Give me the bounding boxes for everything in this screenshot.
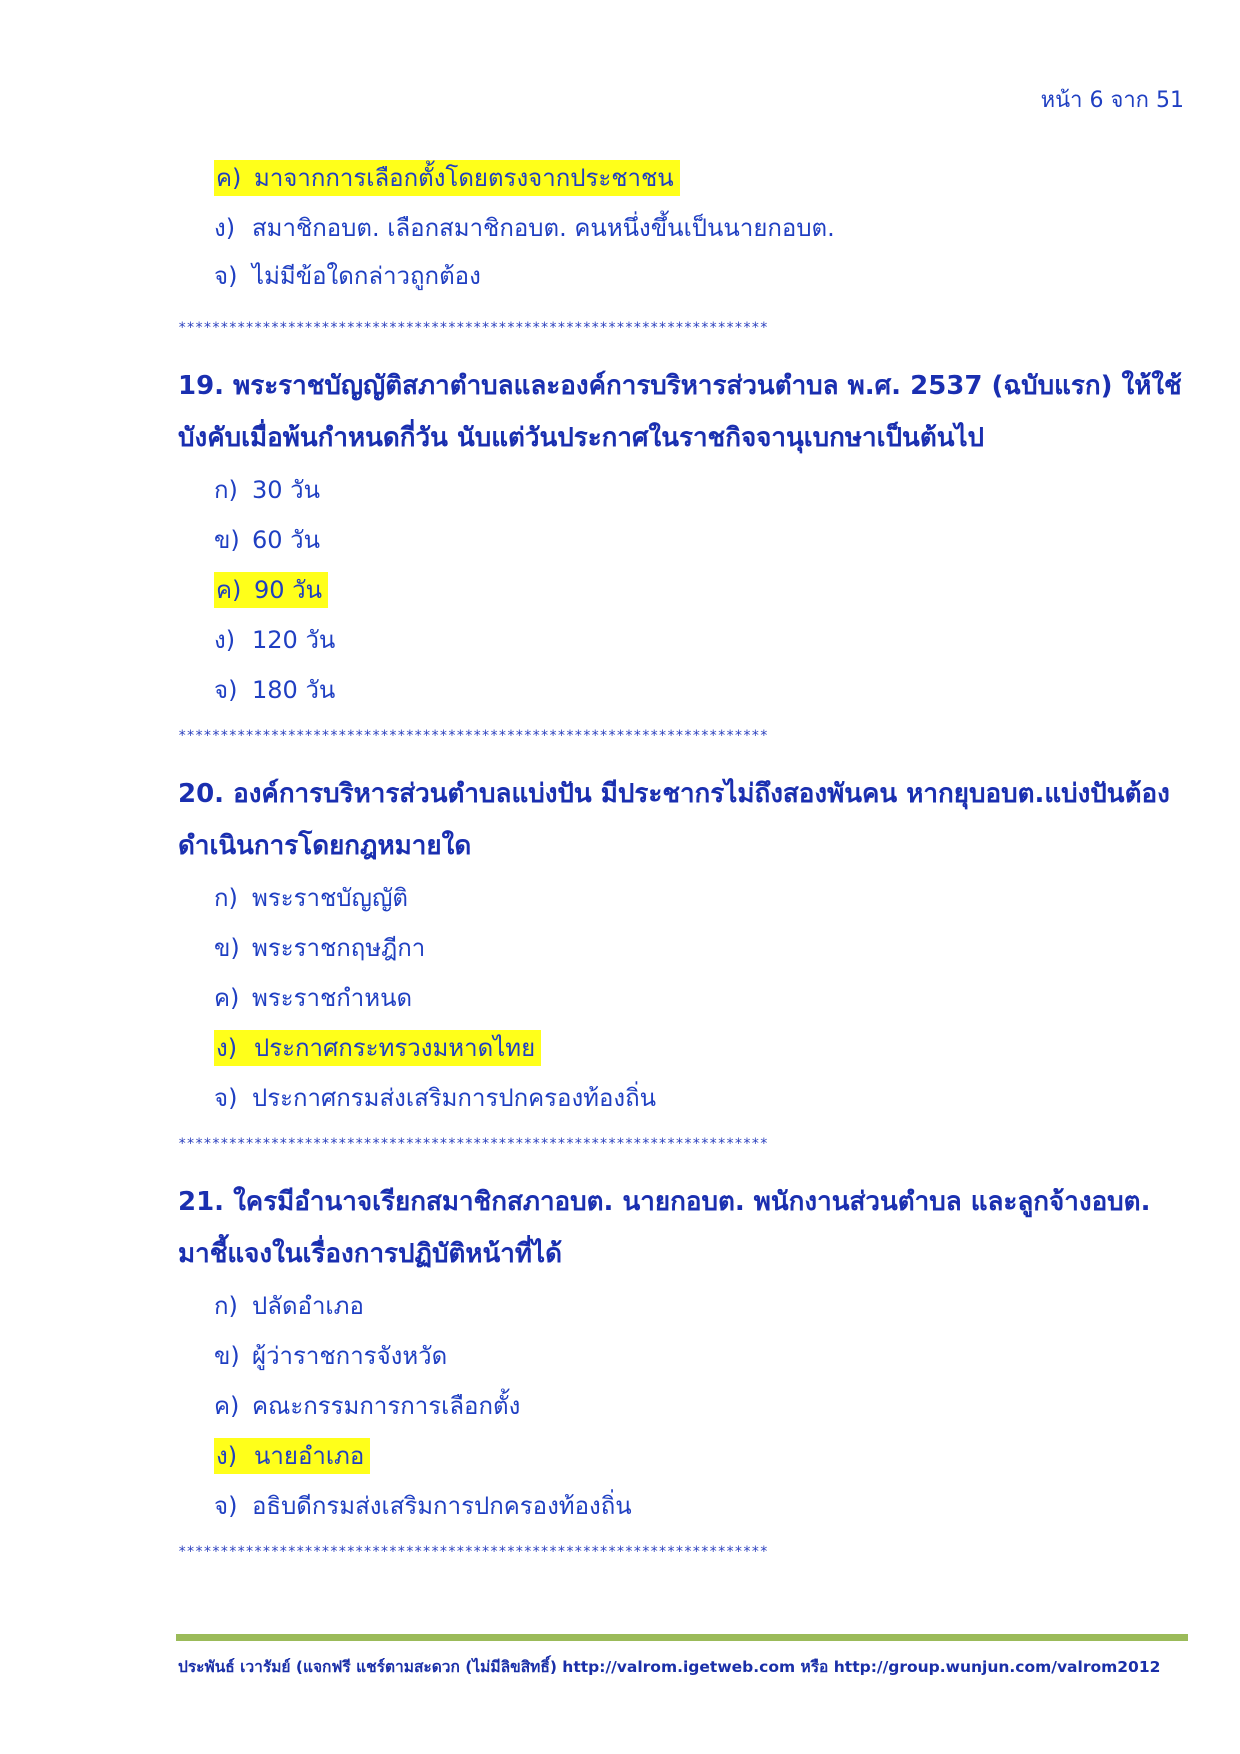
option-letter: ค) — [214, 984, 240, 1012]
q21-option-a — [214, 1286, 364, 1336]
question-19: 19. พระราชบัญญัติสภาตำบลและองค์การบริหารส่วนตำบล พ.ศ. 2537 (ฉบับแรก) ให้ใช้บังคับเมื่อพ้นกำหนดกี่วัน นับแต่วันประกาศในราชกิจจานุเบกษาเป็นต้นไป — [178, 371, 1182, 453]
option-text: ปลัดอำเภอ — [252, 1292, 364, 1320]
option-text: ผู้ว่าราชการจังหวัด — [252, 1342, 448, 1370]
q19-option-a — [214, 470, 320, 520]
option-text: คณะกรรมการการเลือกตั้ง — [252, 1392, 521, 1420]
footer-credit: ประพันธ์ เวารัมย์ (แจกฟรี แชร์ตามสะดวก (ไม่มีลิขสิทธิ์) http://valrom.igetweb.com หรือ http://group.wunjun.com/valrom2012 — [178, 1658, 1161, 1676]
separator: ********************************************************************** — [178, 1544, 769, 1560]
prev-option-c — [214, 158, 680, 208]
option-text: 60 วัน — [252, 526, 321, 554]
separator: ********************************************************************** — [178, 728, 769, 744]
q21-option-b — [214, 1336, 447, 1386]
option-letter: ก) — [214, 1292, 238, 1320]
option-letter: ข) — [214, 1342, 240, 1370]
option-letter: ก) — [214, 884, 238, 912]
option-letter: ค) — [214, 1392, 240, 1420]
option-letter: ง) — [214, 626, 236, 654]
option-letter: ข) — [214, 526, 240, 554]
option-letter: จ) — [214, 262, 238, 290]
q20-option-e — [214, 1078, 656, 1128]
option-text: นายอำเภอ — [254, 1442, 365, 1470]
option-text: สมาชิกอบต. เลือกสมาชิกอบต. คนหนึ่งขึ้นเป็นนายกอบต. — [252, 214, 835, 242]
option-letter: ค) — [216, 164, 242, 192]
option-letter: ก) — [214, 476, 238, 504]
option-letter: จ) — [214, 1084, 238, 1112]
option-text: ไม่มีข้อใดกล่าวถูกต้อง — [252, 262, 481, 290]
option-text: อธิบดีกรมส่งเสริมการปกครองท้องถิ่น — [252, 1492, 632, 1520]
option-text: ประกาศกรมส่งเสริมการปกครองท้องถิ่น — [252, 1084, 657, 1112]
option-letter: ง) — [216, 1442, 238, 1470]
page-number: หน้า 6 จาก 51 — [1040, 88, 1184, 113]
option-text: มาจากการเลือกตั้งโดยตรงจากประชาชน — [254, 164, 674, 192]
answer-highlight — [214, 572, 328, 608]
option-letter: ง) — [216, 1034, 238, 1062]
q20-option-c — [214, 978, 412, 1028]
option-text: พระราชกฤษฎีกา — [252, 934, 426, 962]
option-letter: ค) — [216, 576, 242, 604]
option-text: พระราชบัญญัติ — [252, 884, 408, 912]
prev-option-e — [214, 256, 481, 306]
separator: ********************************************************************** — [178, 1136, 769, 1152]
q20-option-a — [214, 878, 408, 928]
q21-option-c — [214, 1386, 520, 1436]
option-text: 90 วัน — [254, 576, 323, 604]
q19-option-c — [214, 570, 328, 620]
q19-option-d — [214, 620, 335, 670]
option-letter: จ) — [214, 676, 238, 704]
answer-highlight — [214, 1438, 370, 1474]
option-text: ประกาศกระทรวงมหาดไทย — [254, 1034, 536, 1062]
q19-option-b — [214, 520, 320, 570]
separator: ********************************************************************** — [178, 320, 769, 336]
q19-option-e — [214, 670, 335, 720]
q20-option-d — [214, 1028, 541, 1078]
question-20: 20. องค์การบริหารส่วนตำบลแบ่งปัน มีประชากรไม่ถึงสองพันคน หากยุบอบต.แบ่งปันต้องดำเนินการโดยกฎหมายใด — [178, 779, 1170, 861]
prev-option-d — [214, 208, 835, 258]
option-text: 30 วัน — [252, 476, 321, 504]
option-text: 180 วัน — [252, 676, 336, 704]
q21-option-e — [214, 1486, 632, 1536]
footer-divider — [176, 1634, 1188, 1641]
q20-option-b — [214, 928, 425, 978]
option-letter: จ) — [214, 1492, 238, 1520]
answer-highlight — [214, 1030, 541, 1066]
option-text: พระราชกำหนด — [252, 984, 413, 1012]
answer-highlight — [214, 160, 680, 196]
option-letter: ง) — [214, 214, 236, 242]
option-text: 120 วัน — [252, 626, 336, 654]
question-21: 21. ใครมีอำนาจเรียกสมาชิกสภาอบต. นายกอบต. พนักงานส่วนตำบล และลูกจ้างอบต. มาชี้แจงในเรื่องการปฏิบัติหน้าที่ได้ — [178, 1187, 1151, 1269]
option-letter: ข) — [214, 934, 240, 962]
q21-option-d — [214, 1436, 370, 1486]
